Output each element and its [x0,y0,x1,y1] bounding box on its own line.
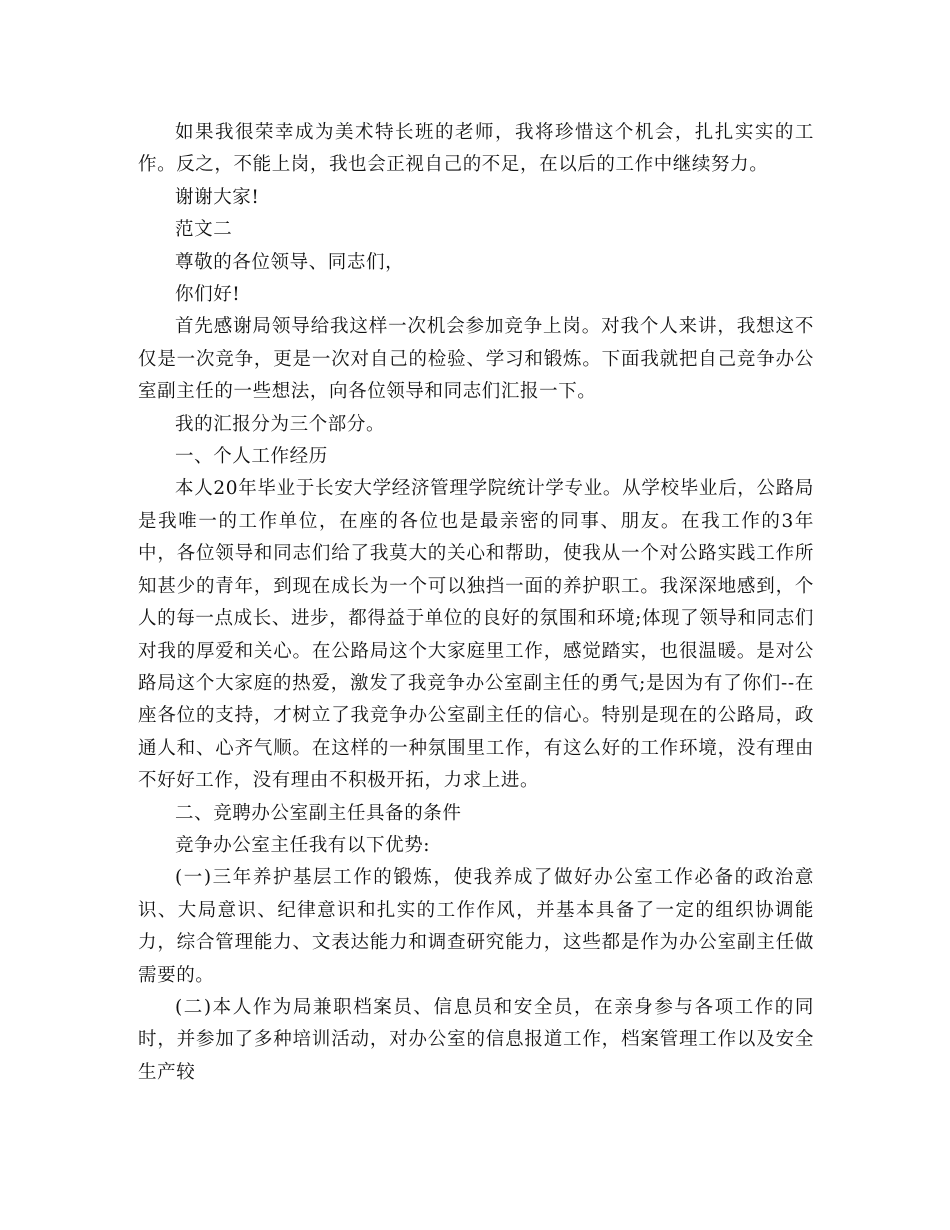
paragraph-advantages-intro: 竞争办公室主任我有以下优势: [175,834,431,856]
paragraph-intro: 如果我很荣幸成为美术特长班的老师，我将珍惜这个机会，扎扎实实的工作。反之，不能上岗，我也会正视自己的不足，在以后的工作中继续努力。 [138,122,814,176]
paragraph-thanks: 谢谢大家! [175,186,260,208]
paragraph-advantage-2: (二)本人作为局兼职档案员、信息员和安全员，在亲身参与各项工作的同时，并参加了多种培训活动，对办公室的信息报道工作，档案管理工作以及安全生产较 [138,996,814,1083]
section-heading-2: 二、竞聘办公室副主任具备的条件 [175,802,462,824]
paragraph-advantage-1: (一)三年养护基层工作的锻炼，使我养成了做好办公室工作必备的政治意识、大局意识、纪律意识和扎实的工作作风，并基本具备了一定的组织协调能力，综合管理能力、文表达能力和调查研究能力，这些都是作为办公室副主任做需要的。 [138,867,814,986]
document-body [138,117,814,1089]
greeting: 你们好! [175,284,241,306]
section-heading-1: 一、个人工作经历 [175,446,328,468]
salutation: 尊敬的各位领导、同志们， [175,251,405,273]
sample-heading: 范文二 [175,219,233,241]
paragraph-outline: 我的汇报分为三个部分。 [175,413,386,435]
paragraph-opening: 首先感谢局领导给我这样一次机会参加竞争上岗。对我个人来讲，我想这不仅是一次竞争，更是一次对自己的检验、学习和锻炼。下面我就把自己竞争办公室副主任的一些想法，向各位领导和同志们汇报一下。 [138,316,814,403]
paragraph-experience: 本人20年毕业于长安大学经济管理学院统计学专业。从学校毕业后，公路局是我唯一的工作单位，在座的各位也是最亲密的同事、朋友。在我工作的3年中，各位领导和同志们给了我莫大的关心和帮助，使我从一个对公路实践工作所知甚少的青年，到现在成长为一个可以独挡一面的养护职工。我深深地感到，个人的每一点成长、进步，都得益于单位的良好的氛围和环境;体现了领导和同志们对我的厚爱和关心。在公路局这个大家庭里工作，感觉踏实，也很温暖。是对公路局这个大家庭的热爱，激发了我竞争办公室副主任的勇气;是因为有了你们--在座各位的支持，才树立了我竞争办公室副主任的信心。特别是现在的公路局，政通人和、心齐气顺。在这样的一种氛围里工作，有这么好的工作环境，没有理由不好好工作，没有理由不积极开拓，力求上进。 [138,478,814,792]
